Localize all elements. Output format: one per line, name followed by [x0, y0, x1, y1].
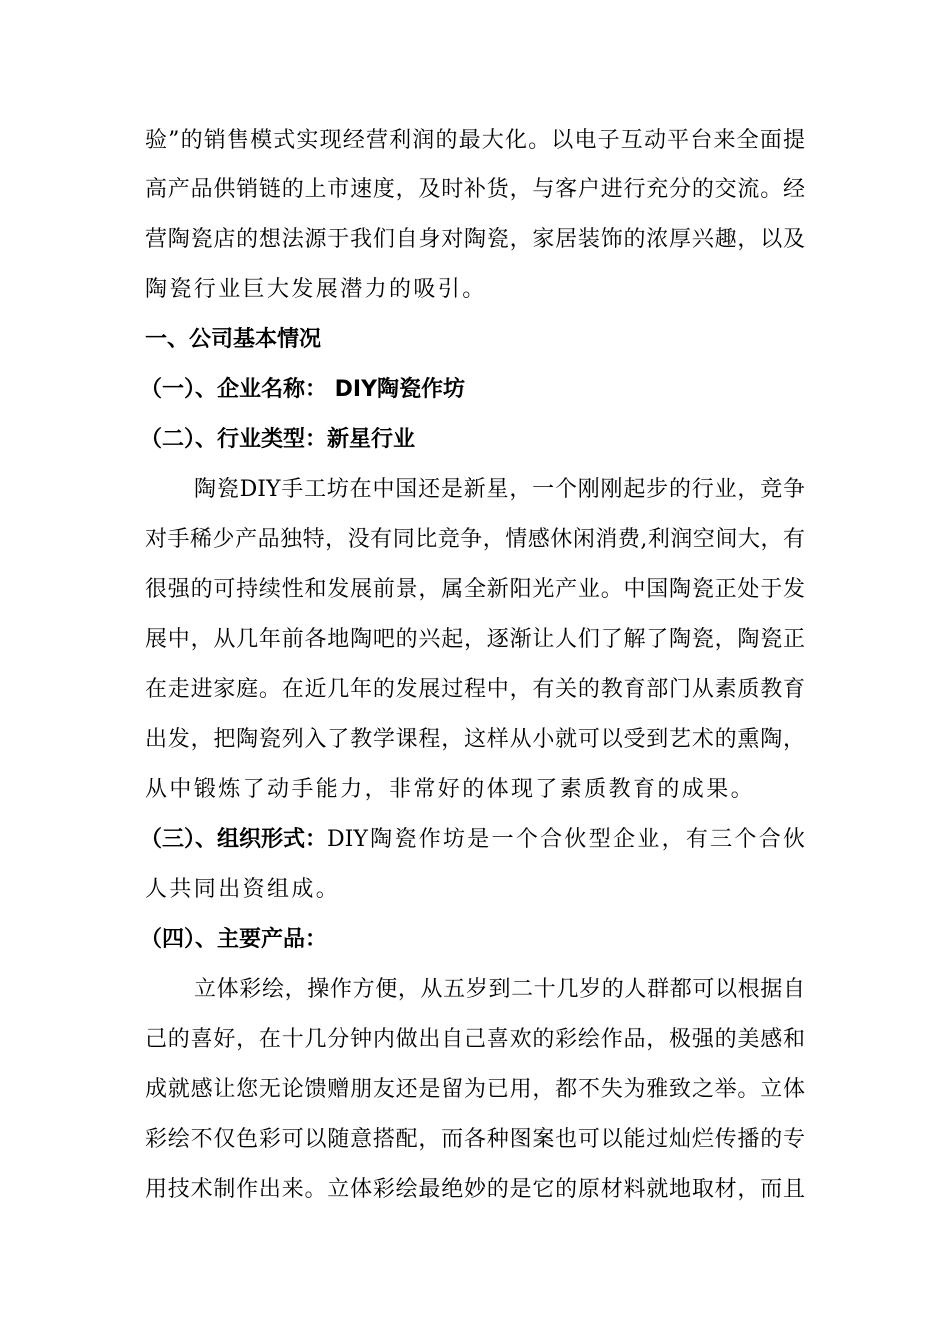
item-enterprise-name: （一）、企业名称： DIY陶瓷作坊: [140, 377, 466, 402]
industry-line: 在走进家庭。在近几年的发展过程中，有关的教育部门从素质教育: [145, 677, 805, 702]
industry-line: 对手稀少产品独特，没有同比竞争，情感休闲消费,利润空间大，有: [145, 527, 805, 552]
section-heading: 一、公司基本情况: [145, 327, 322, 352]
industry-line: 出发，把陶瓷列入了教学课程，这样从小就可以受到艺术的熏陶，: [145, 727, 805, 752]
item-organization-text: DIY陶瓷作坊是一个合伙型企业，有三个合伙: [327, 827, 805, 852]
item-industry-type: （二）、行业类型：新星行业: [140, 427, 416, 452]
intro-line: 陶瓷行业巨大发展潜力的吸引。: [145, 277, 487, 302]
product-line: 立体彩绘，操作方便，从五岁到二十几岁的人群都可以根据自: [194, 977, 805, 1002]
intro-line: 营陶瓷店的想法源于我们自身对陶瓷，家居装饰的浓厚兴趣，以及: [145, 227, 805, 252]
intro-line: 高产品供销链的上市速度，及时补货，与客户进行充分的交流。经: [145, 177, 805, 202]
item-organization-label: （三）、组织形式：: [140, 827, 328, 852]
product-line: 彩绘不仅色彩可以随意搭配，而各种图案也可以能过灿烂传播的专: [145, 1127, 805, 1152]
item-main-products: （四）、主要产品：: [140, 927, 328, 952]
industry-line: 陶瓷DIY手工坊在中国还是新星，一个刚刚起步的行业，竞争: [194, 477, 805, 502]
item-organization-cont: 人共同出资组成。: [145, 877, 341, 902]
item-organization-form: [140, 826, 805, 854]
product-line: 成就感让您无论馈赠朋友还是留为已用，都不失为雅致之举。立体: [145, 1077, 805, 1102]
product-line: 用技术制作出来。立体彩绘最绝妙的是它的原材料就地取材，而且: [145, 1177, 805, 1202]
product-line: 己的喜好，在十几分钟内做出自己喜欢的彩绘作品，极强的美感和: [145, 1027, 805, 1052]
industry-line: 展中，从几年前各地陶吧的兴起，逐渐让人们了解了陶瓷，陶瓷正: [145, 627, 805, 652]
intro-line: 验”的销售模式实现经营利润的最大化。以电子互动平台来全面提: [145, 128, 805, 153]
industry-line: 很强的可持续性和发展前景，属全新阳光产业。中国陶瓷正处于发: [145, 577, 805, 602]
industry-line: 从中锻炼了动手能力，非常好的体现了素质教育的成果。: [145, 777, 756, 802]
